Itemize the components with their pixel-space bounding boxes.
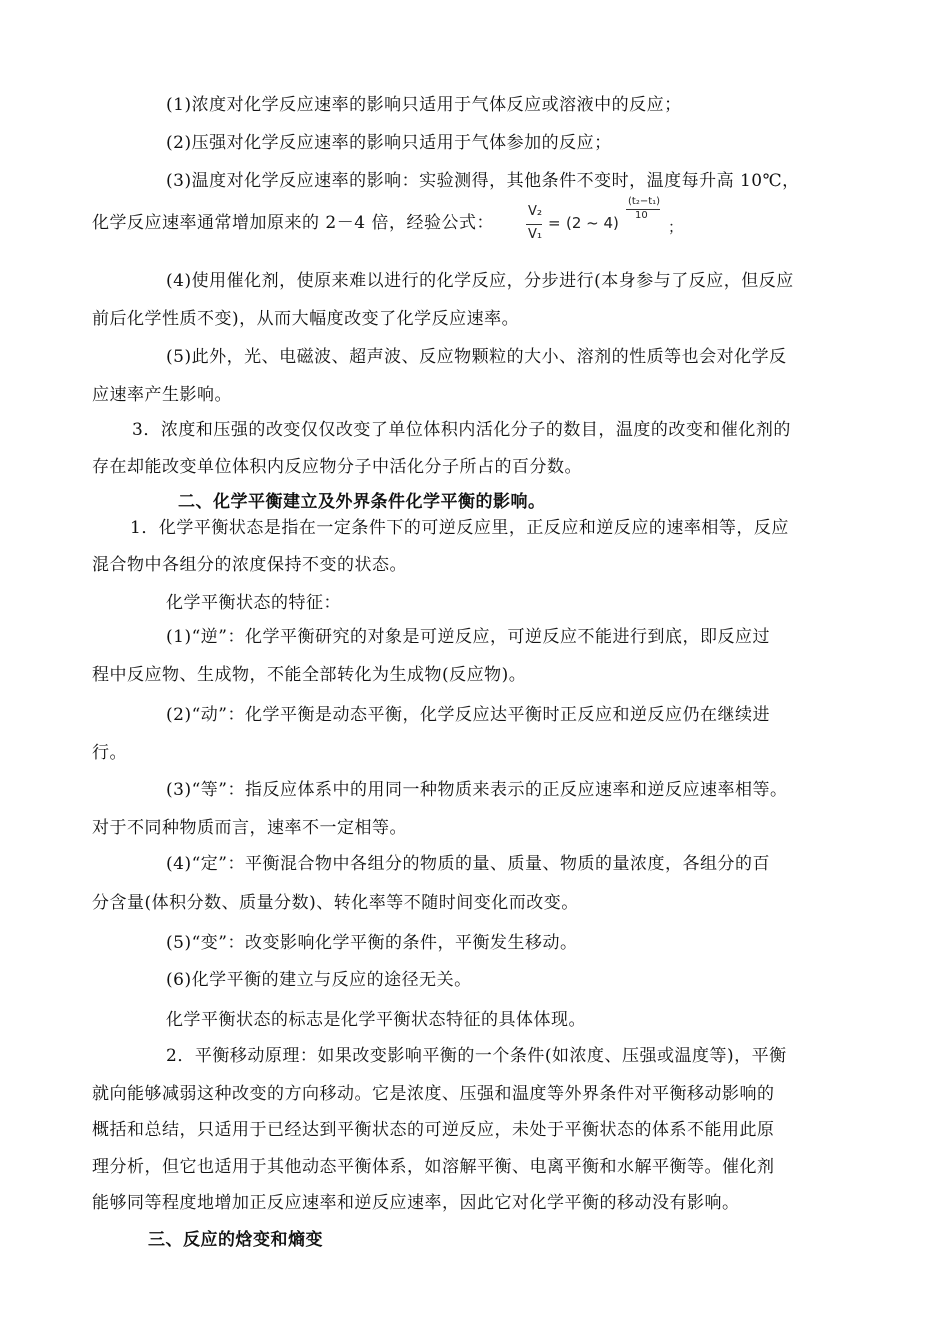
paragraph-line: (5)此外，光、电磁波、超声波、反应物颗粒的大小、溶剂的性质等也会对化学反 — [166, 347, 787, 367]
paragraph-line: (5)“变”：改变影响化学平衡的条件，平衡发生移动。 — [166, 933, 578, 953]
paragraph-line: 行。 — [92, 743, 127, 763]
formula-numerator: V₂ — [528, 204, 543, 219]
exponent-denominator: 10 — [635, 210, 648, 221]
paragraph-line: 能够同等程度地增加正反应速率和逆反应速率，因此它对化学平衡的移动没有影响。 — [92, 1193, 740, 1213]
paragraph-line: 程中反应物、生成物，不能全部转化为生成物(反应物)。 — [92, 665, 527, 685]
paragraph-line: 3．浓度和压强的改变仅仅改变了单位体积内活化分子的数目，温度的改变和催化剂的 — [132, 420, 791, 440]
formula-denominator: V₁ — [528, 227, 543, 242]
paragraph-line: 分含量(体积分数、质量分数)、转化率等不随时间变化而改变。 — [92, 893, 579, 913]
paragraph-line: 概括和总结，只适用于已经达到平衡状态的可逆反应，未处于平衡状态的体系不能用此原 — [92, 1120, 775, 1140]
paragraph-line: 就向能够减弱这种改变的方向移动。它是浓度、压强和温度等外界条件对平衡移动影响的 — [92, 1084, 775, 1104]
paragraph-line: 化学平衡状态的特征： — [166, 593, 341, 613]
section-heading: 二、化学平衡建立及外界条件化学平衡的影响。 — [178, 492, 546, 512]
paragraph-line: (6)化学平衡的建立与反应的途径无关。 — [166, 970, 472, 990]
paragraph-line: (1)“逆”：化学平衡研究的对象是可逆反应，可逆反应不能进行到底，即反应过 — [166, 627, 770, 647]
paragraph-line: 对于不同种物质而言，速率不一定相等。 — [92, 818, 407, 838]
paragraph-line: (1)浓度对化学反应速率的影响只适用于气体反应或溶液中的反应； — [166, 95, 682, 115]
formula-semicolon: ； — [668, 218, 684, 236]
paragraph-line: 应速率产生影响。 — [92, 385, 232, 405]
paragraph-line: (3)温度对化学反应速率的影响：实验测得，其他条件不变时，温度每升高 10℃， — [166, 171, 800, 191]
paragraph-line: (3)“等”：指反应体系中的用同一种物质来表示的正反应速率和逆反应速率相等。 — [166, 780, 788, 800]
exponent-numerator: (t₂−t₁) — [628, 196, 661, 207]
paragraph-line: 理分析，但它也适用于其他动态平衡体系，如溶解平衡、电离平衡和水解平衡等。催化剂 — [92, 1157, 775, 1177]
paragraph-line: 1．化学平衡状态是指在一定条件下的可逆反应里，正反应和逆反应的速率相等，反应 — [130, 518, 789, 538]
paragraph-line: 化学平衡状态的标志是化学平衡状态特征的具体体现。 — [166, 1010, 586, 1030]
empirical-formula — [522, 196, 684, 250]
paragraph-line: (4)“定”：平衡混合物中各组分的物质的量、质量、物质的量浓度，各组分的百 — [166, 854, 770, 874]
paragraph-line: (4)使用催化剂，使原来难以进行的化学反应，分步进行(本身参与了反应，但反应 — [166, 271, 794, 291]
paragraph-line: 存在却能改变单位体积内反应物分子中活化分子所占的百分数。 — [92, 457, 582, 477]
paragraph-line: 2．平衡移动原理：如果改变影响平衡的一个条件(如浓度、压强或温度等)，平衡 — [166, 1046, 787, 1066]
paragraph-line: (2)“动”：化学平衡是动态平衡，化学反应达平衡时正反应和逆反应仍在继续进 — [166, 705, 770, 725]
paragraph-line: (2)压强对化学反应速率的影响只适用于气体参加的反应； — [166, 133, 612, 153]
paragraph-line: 化学反应速率通常增加原来的 2－4 倍，经验公式： — [92, 213, 494, 233]
paragraph-line: 前后化学性质不变)，从而大幅度改变了化学反应速率。 — [92, 309, 520, 329]
formula-base: (2 ~ 4) — [566, 214, 619, 232]
formula-equals: = — [548, 214, 561, 232]
paragraph-line: 混合物中各组分的浓度保持不变的状态。 — [92, 555, 407, 575]
fraction-bar — [526, 224, 542, 225]
section-heading: 三、反应的焓变和熵变 — [148, 1230, 323, 1250]
